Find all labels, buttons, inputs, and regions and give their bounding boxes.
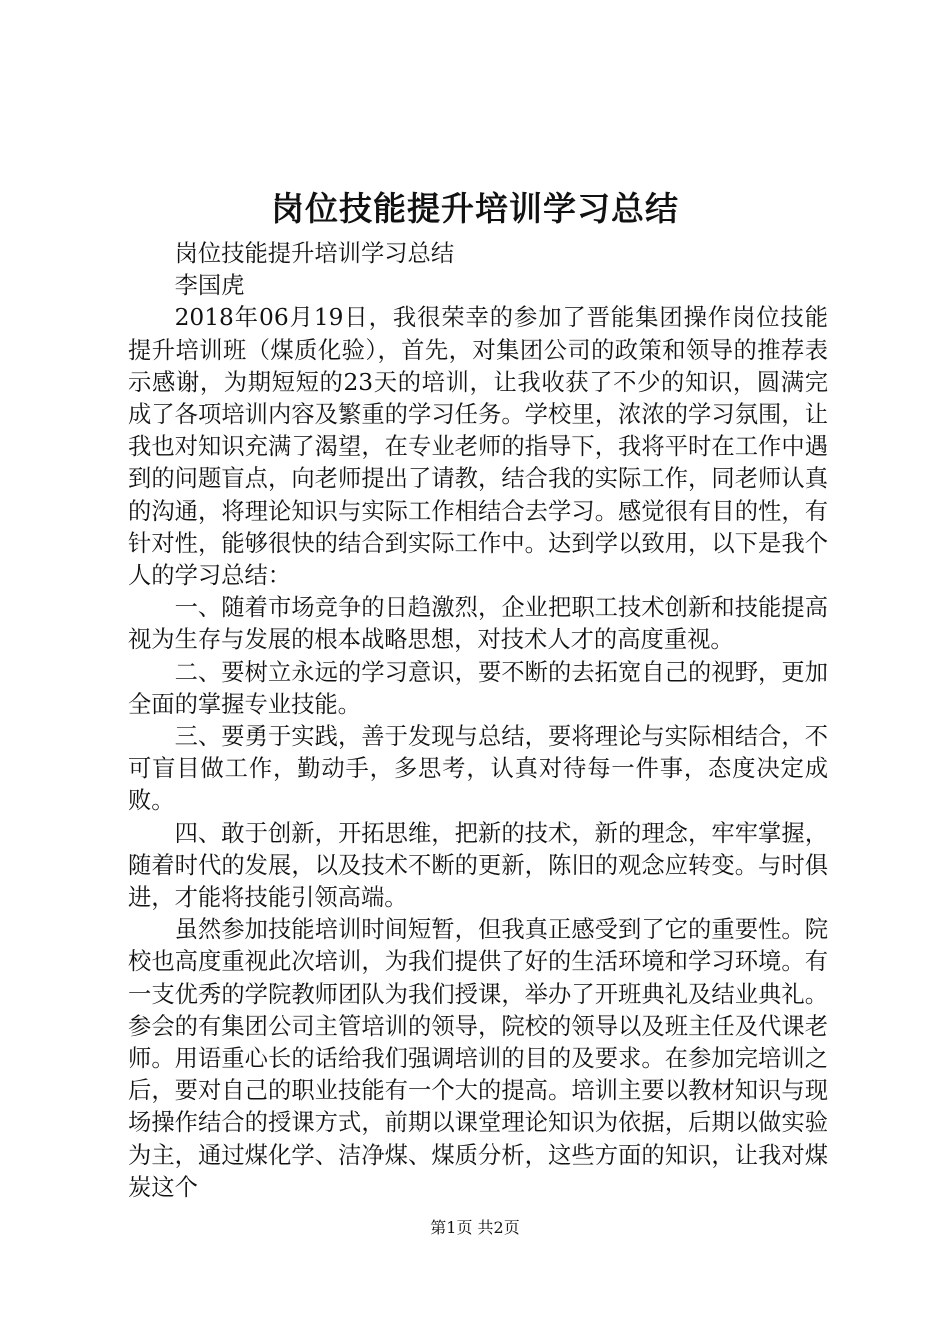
point-four-paragraph: 四、敢于创新，开拓思维，把新的技术，新的理念，牢牢掌握，随着时代的发展，以及技术不断的更新，陈旧的观念应转变。与时俱进，才能将技能引领高端。 — [128, 819, 828, 912]
point-one-paragraph: 一、随着市场竞争的日趋激烈，企业把职工技术创新和技能提高视为生存与发展的根本战略思想，对技术人才的高度重视。 — [128, 594, 828, 654]
point-three-paragraph: 三、要勇于实践，善于发现与总结，要将理论与实际相结合，不可盲目做工作，勤动手，多思考，认真对待每一件事，态度决定成败。 — [128, 723, 828, 815]
reflection-paragraph: 虽然参加技能培训时间短暂，但我真正感受到了它的重要性。院校也高度重视此次培训，为我们提供了好的生活环境和学习环境。有一支优秀的学院教师团队为我们授课，举办了开班典礼及结业典礼。参会的有集团公司主管培训的领导，院校的领导以及班主任及代课老师。用语重心长的话给我们强调培训的目的及要求。在参加完培训之后，要对自己的职业技能有一个大的提高。培训主要以教材知识与现场操作结合的授课方式，前期以课堂理论知识为依据，后期以做实验为主，通过煤化学、洁净煤、煤质分析，这些方面的知识，让我对煤炭这个 — [128, 916, 828, 1201]
page-number-footer: 第1页 共2页 — [430, 1218, 520, 1237]
intro-paragraph: 2018年06月19日，我很荣幸的参加了晋能集团操作岗位技能提升培训班（煤质化验），首先，对集团公司的政策和领导的推荐表示感谢，为期短短的23天的培训，让我收获了不少的知识，圆满完成了各项培训内容及繁重的学习任务。学校里，浓浓的学习氛围，让我也对知识充满了渴望，在专业老师的指导下，我将平时在工作中遇到的问题盲点，向老师提出了请教，结合我的实际工作，同老师认真的沟通，将理论知识与实际工作相结合去学习。感觉很有目的性，有针对性，能够很快的结合到实际工作中。达到学以致用，以下是我个人的学习总结： — [128, 304, 828, 590]
document-body — [128, 238, 828, 1204]
point-two-paragraph: 二、要树立永远的学习意识，要不断的去拓宽自己的视野，更加全面的掌握专业技能。 — [128, 658, 828, 718]
document-title: 岗位技能提升培训学习总结 — [271, 189, 679, 228]
author-paragraph: 李国虎 — [174, 272, 245, 300]
subtitle-paragraph: 岗位技能提升培训学习总结 — [174, 240, 455, 267]
